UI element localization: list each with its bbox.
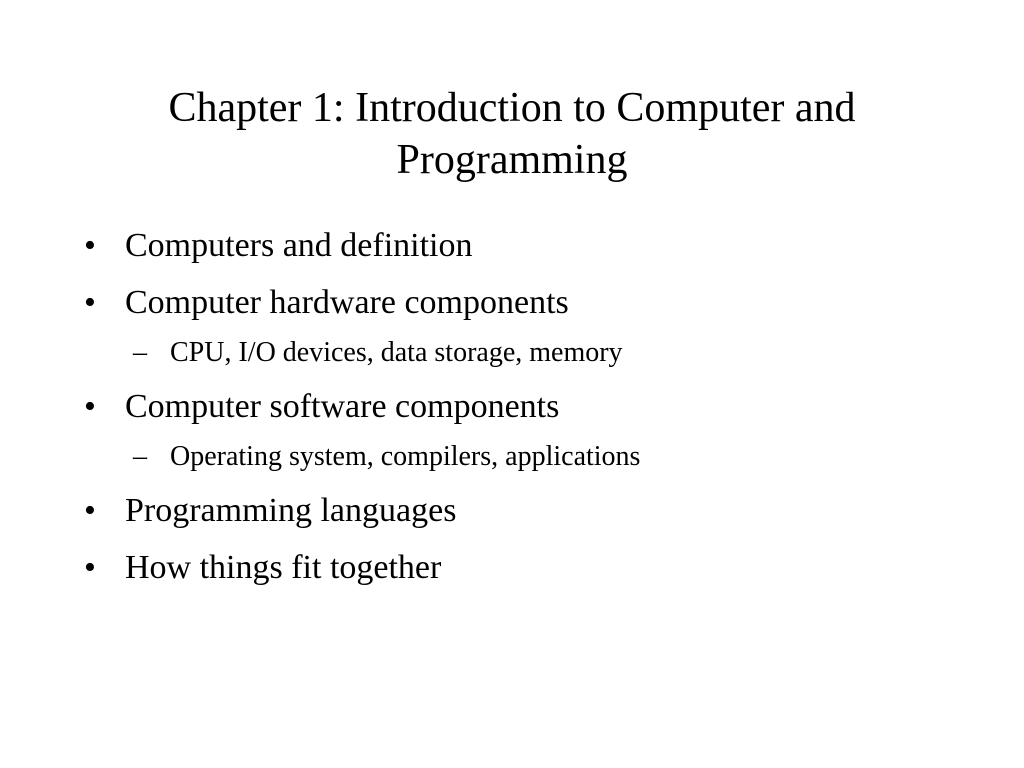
sub-bullet-item-hardware-list [125,336,1024,370]
dash-icon: – [133,337,147,368]
bullet-item-programming-languages [0,491,1024,531]
bullet-item-software-components [0,387,1024,474]
bullet-icon: • [84,284,96,321]
bullet-item-hardware-components [0,283,1024,370]
bullet-text: Computer hardware components [125,284,569,321]
bullet-icon: • [84,492,96,529]
sub-bullet-text: Operating system, compilers, applications [170,441,641,472]
bullet-icon: • [84,549,96,586]
slide-title [0,82,1024,186]
bullet-text: Programming languages [125,492,457,529]
bullet-list [0,226,1024,605]
bullet-text: Computers and definition [125,227,473,264]
bullet-icon: • [84,227,96,264]
dash-icon: – [133,441,147,472]
sub-bullet-list [125,336,1024,370]
slide-title-line-1: Chapter 1: Introduction to Computer and [168,85,856,131]
sub-bullet-text: CPU, I/O devices, data storage, memory [170,337,623,368]
bullet-icon: • [84,388,96,425]
sub-bullet-item-software-list [125,440,1024,474]
bullet-text: Computer software components [125,388,560,425]
bullet-item-computers-definition [0,226,1024,266]
sub-bullet-list [125,440,1024,474]
slide-title-line-2: Programming [396,137,628,183]
bullet-item-fit-together [0,548,1024,588]
bullet-text: How things fit together [125,549,442,586]
